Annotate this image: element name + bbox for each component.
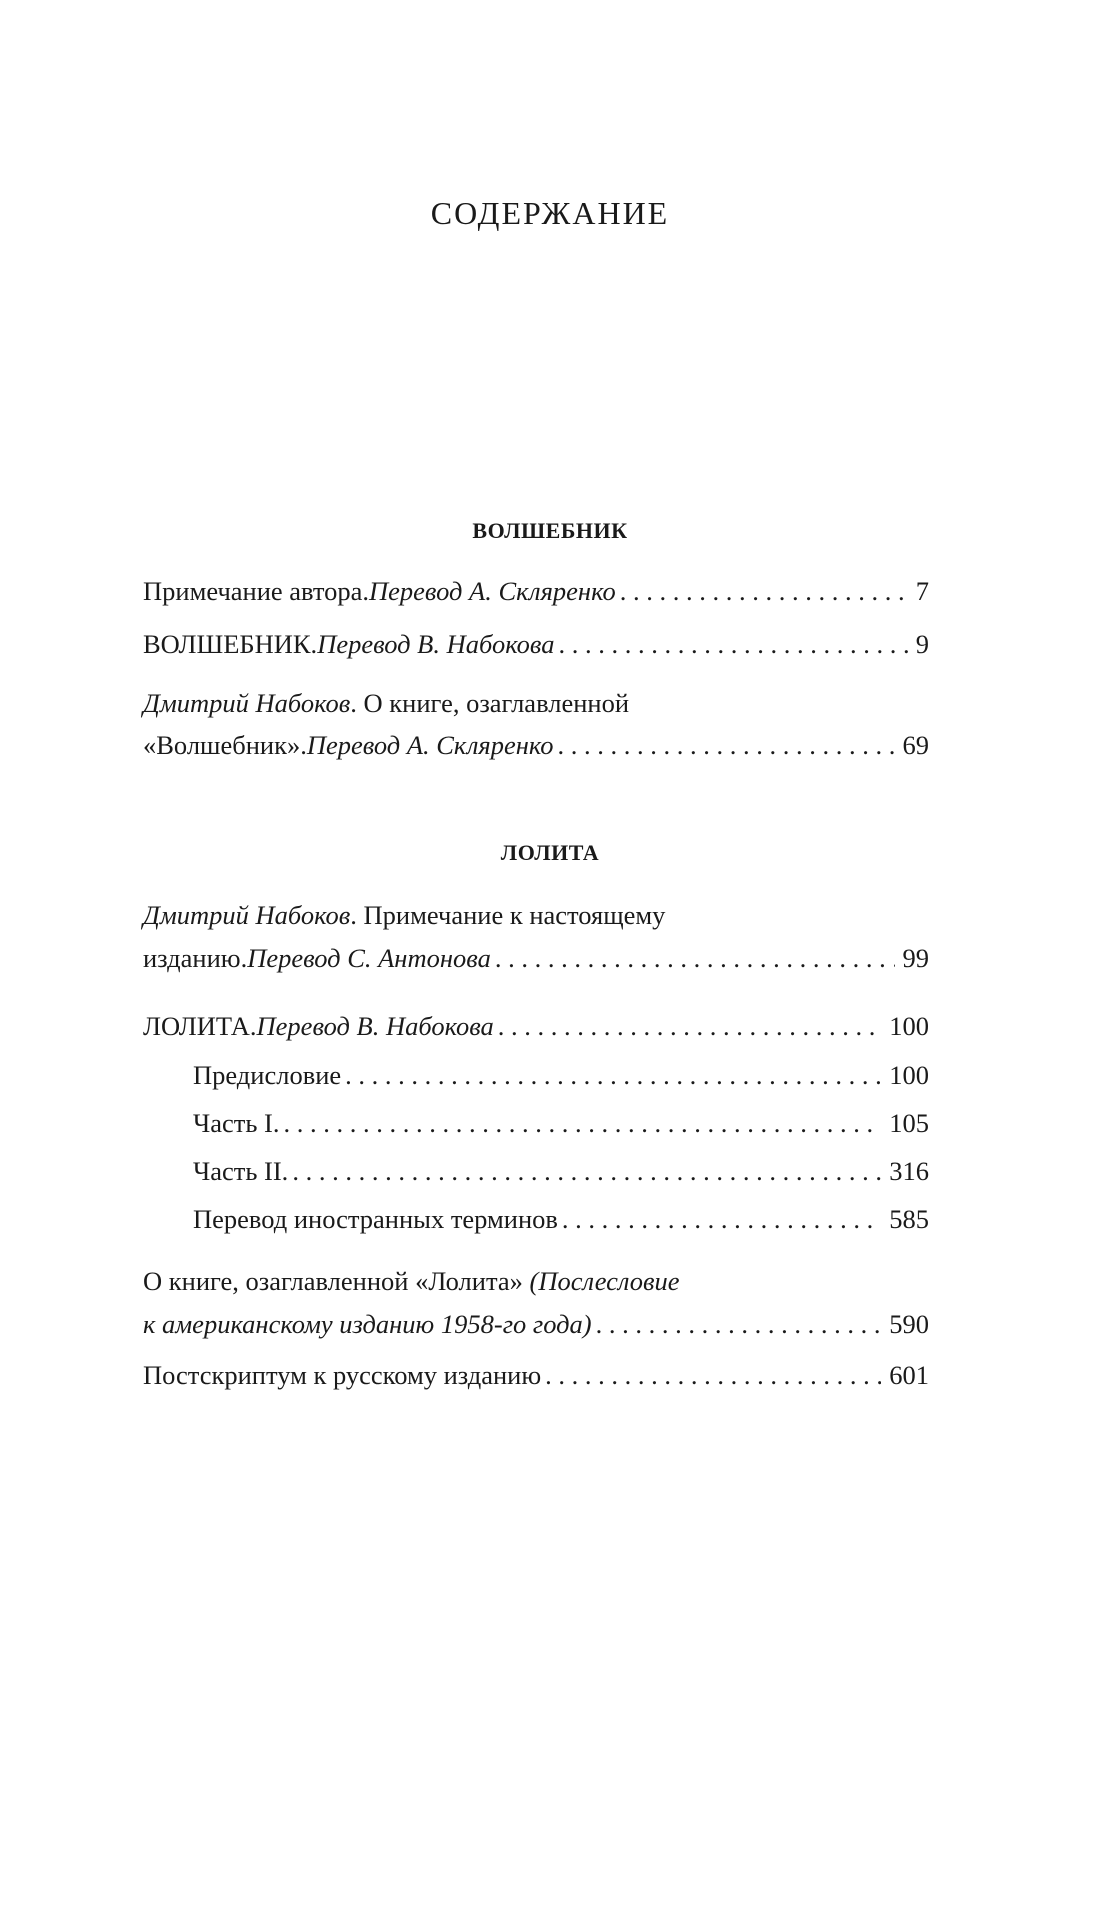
toc-entry[interactable] (143, 572, 929, 610)
dot-leader (498, 1007, 881, 1045)
entry-translator: Перевод В. Набокова (317, 629, 555, 659)
toc-entry-line1[interactable] (143, 1262, 929, 1300)
page-title: СОДЕРЖАНИЕ (430, 195, 670, 231)
entry-text: Перевод иностранных терминов (193, 1204, 558, 1234)
page-number: 585 (889, 1204, 929, 1234)
entry-author: Дмитрий Набоков (143, 900, 351, 930)
entry-text: Часть I. (193, 1108, 280, 1138)
entry-text: Часть II. (193, 1156, 289, 1186)
dot-leader (545, 1356, 881, 1394)
entry-author: Дмитрий Набоков (143, 688, 351, 718)
entry-translator: Перевод С. Антонова (247, 943, 491, 973)
entry-text: ЛОЛИТА. (143, 1011, 257, 1041)
page-number: 9 (915, 629, 929, 659)
entry-text: . О книге, озаглавленной (350, 688, 630, 718)
dot-leader (562, 1200, 881, 1238)
section-heading-volshebnik: ВОЛШЕБНИК (472, 518, 628, 543)
toc-entry[interactable] (143, 1356, 929, 1394)
entry-translator: Перевод А. Скляренко (369, 576, 616, 606)
entry-translator: Перевод А. Скляренко (306, 730, 554, 760)
entry-text: ВОЛШЕБНИК. (143, 629, 318, 659)
page-number: 7 (915, 576, 929, 606)
entry-text: Постскриптум к русскому изданию (143, 1360, 542, 1390)
toc-entry-line2[interactable] (143, 1305, 929, 1343)
page-number: 105 (889, 1108, 929, 1138)
dot-leader (558, 726, 895, 764)
toc-entry[interactable] (143, 625, 929, 663)
toc-subentry[interactable] (193, 1200, 929, 1238)
page-number: 99 (902, 943, 929, 973)
toc-subentry[interactable] (193, 1104, 929, 1142)
toc-entry[interactable] (143, 1007, 929, 1045)
toc-entry-line2[interactable] (143, 939, 929, 977)
page-number: 590 (889, 1309, 929, 1339)
dot-leader (495, 939, 895, 977)
page-number: 69 (902, 730, 929, 760)
dot-leader (558, 625, 907, 663)
entry-translator: Перевод В. Набокова (256, 1011, 494, 1041)
page-number: 601 (889, 1360, 929, 1390)
dot-leader (345, 1056, 881, 1094)
dot-leader (284, 1104, 882, 1142)
dot-leader (620, 572, 908, 610)
toc-subentry[interactable] (193, 1152, 929, 1190)
entry-subtitle: (Послесловие (529, 1266, 680, 1296)
entry-text: изданию. (143, 943, 248, 973)
section-heading-lolita: ЛОЛИТА (500, 840, 600, 865)
toc-entry-line1[interactable] (143, 684, 929, 722)
toc-subentry[interactable] (193, 1056, 929, 1094)
page-number: 100 (889, 1060, 929, 1090)
entry-text: . Примечание к настоящему (350, 900, 666, 930)
entry-text: Примечание автора. (143, 576, 370, 606)
page-number: 100 (889, 1011, 929, 1041)
entry-text: Предисловие (193, 1060, 342, 1090)
dot-leader (596, 1305, 882, 1343)
dot-leader (292, 1152, 881, 1190)
entry-text: «Волшебник». (143, 730, 307, 760)
page-number: 316 (889, 1156, 929, 1186)
toc-entry-line2[interactable] (143, 726, 929, 764)
toc-entry-line1[interactable] (143, 896, 929, 934)
entry-text: О книге, озаглавленной «Лолита» (143, 1266, 530, 1296)
entry-subtitle: к американскому изданию 1958-го года) (143, 1309, 592, 1339)
